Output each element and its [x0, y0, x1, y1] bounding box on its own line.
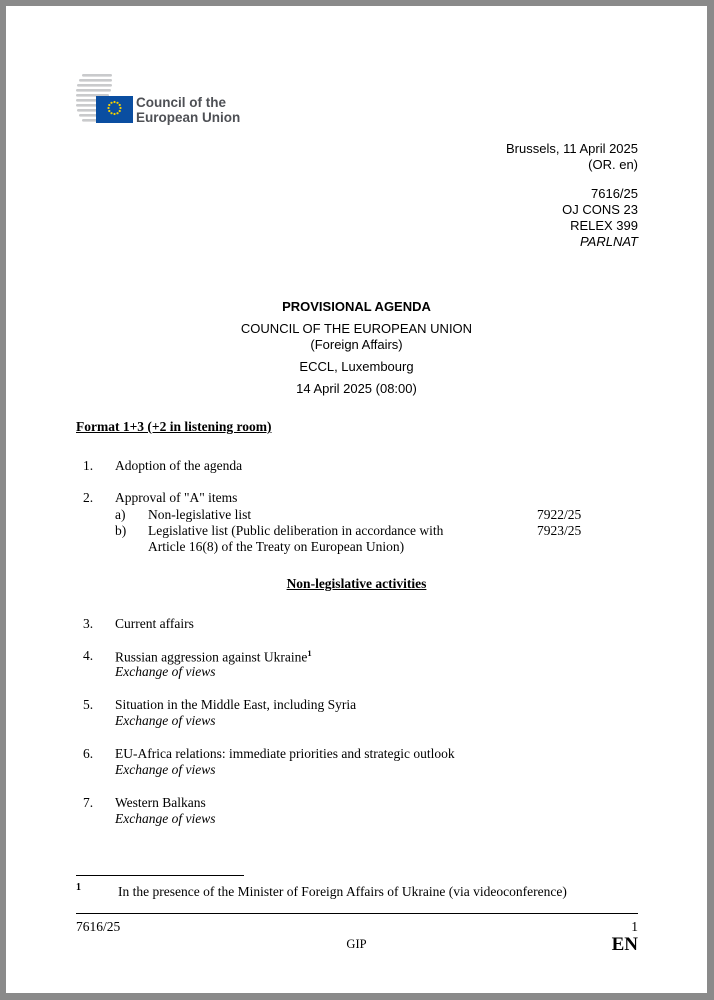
place-date: Brussels, 11 April 2025 — [506, 141, 638, 156]
item-2b-text-line-1: Legislative list (Public deliberation in accordance with — [148, 523, 444, 538]
item-4-title: Russian aggression against Ukraine — [115, 649, 308, 665]
meeting-venue: ECCL, Luxembourg — [299, 359, 414, 374]
item-5-title: Situation in the Middle East, including Syria — [115, 697, 357, 712]
item-4-title-line — [115, 648, 312, 666]
parlnat-code: PARLNAT — [579, 234, 638, 249]
item-4-note: Exchange of views — [115, 664, 216, 679]
item-2a-text: Non-legislative list — [148, 507, 252, 522]
item-5-number: 5. — [83, 697, 94, 712]
language-code: EN — [611, 934, 638, 955]
item-2b-letter: b) — [115, 523, 127, 538]
logo-line-1: Council of the — [136, 95, 226, 110]
logo-text — [136, 95, 240, 125]
relex-code: RELEX 399 — [570, 218, 638, 233]
council-configuration: (Foreign Affairs) — [310, 337, 403, 352]
original-language: (OR. en) — [588, 157, 638, 172]
item-6-note: Exchange of views — [115, 762, 216, 777]
item-6-title: EU-Africa relations: immediate priorities and strategic outlook — [115, 746, 455, 761]
footnote-separator — [76, 875, 244, 876]
document-reference: 7616/25 — [591, 186, 638, 201]
council-logo — [76, 74, 266, 130]
format-note: Format 1+3 (+2 in listening room) — [76, 419, 272, 434]
oj-code: OJ CONS 23 — [562, 202, 638, 217]
item-2b-doc: 7923/25 — [537, 523, 582, 538]
item-3-title: Current affairs — [115, 616, 194, 631]
council-emblem-icon — [76, 74, 136, 130]
meeting-datetime: 14 April 2025 (08:00) — [296, 381, 417, 396]
item-7-title: Western Balkans — [115, 795, 206, 810]
item-6-number: 6. — [83, 746, 94, 761]
section-heading: Non-legislative activities — [286, 576, 427, 591]
document-page — [6, 6, 707, 993]
item-7-note: Exchange of views — [115, 811, 216, 826]
logo-line-2: European Union — [136, 110, 241, 125]
item-1-number: 1. — [83, 458, 94, 473]
item-2a-doc: 7922/25 — [537, 507, 582, 522]
item-2-title: Approval of "A" items — [115, 490, 238, 505]
eu-flag — [96, 96, 133, 123]
council-name: COUNCIL OF THE EUROPEAN UNION — [240, 321, 473, 336]
unit-code: GIP — [346, 937, 367, 951]
item-3-number: 3. — [83, 616, 94, 631]
footer-separator — [76, 913, 638, 914]
item-5-note: Exchange of views — [115, 713, 216, 728]
footer-doc-ref: 7616/25 — [76, 919, 121, 934]
agenda-title: PROVISIONAL AGENDA — [282, 299, 431, 314]
item-2a-letter: a) — [115, 507, 126, 522]
item-1-title: Adoption of the agenda — [115, 458, 243, 473]
item-2-number: 2. — [83, 490, 94, 505]
item-4-number: 4. — [83, 648, 94, 663]
footnote-text: In the presence of the Minister of Foreign Affairs of Ukraine (via videoconference) — [118, 884, 567, 899]
footnote-reference: 1 — [307, 648, 312, 658]
item-7-number: 7. — [83, 795, 94, 810]
page-number: 1 — [631, 919, 638, 934]
item-2b-text-line-2: Article 16(8) of the Treaty on European Union) — [148, 539, 405, 554]
footnote-mark: 1 — [76, 882, 81, 893]
